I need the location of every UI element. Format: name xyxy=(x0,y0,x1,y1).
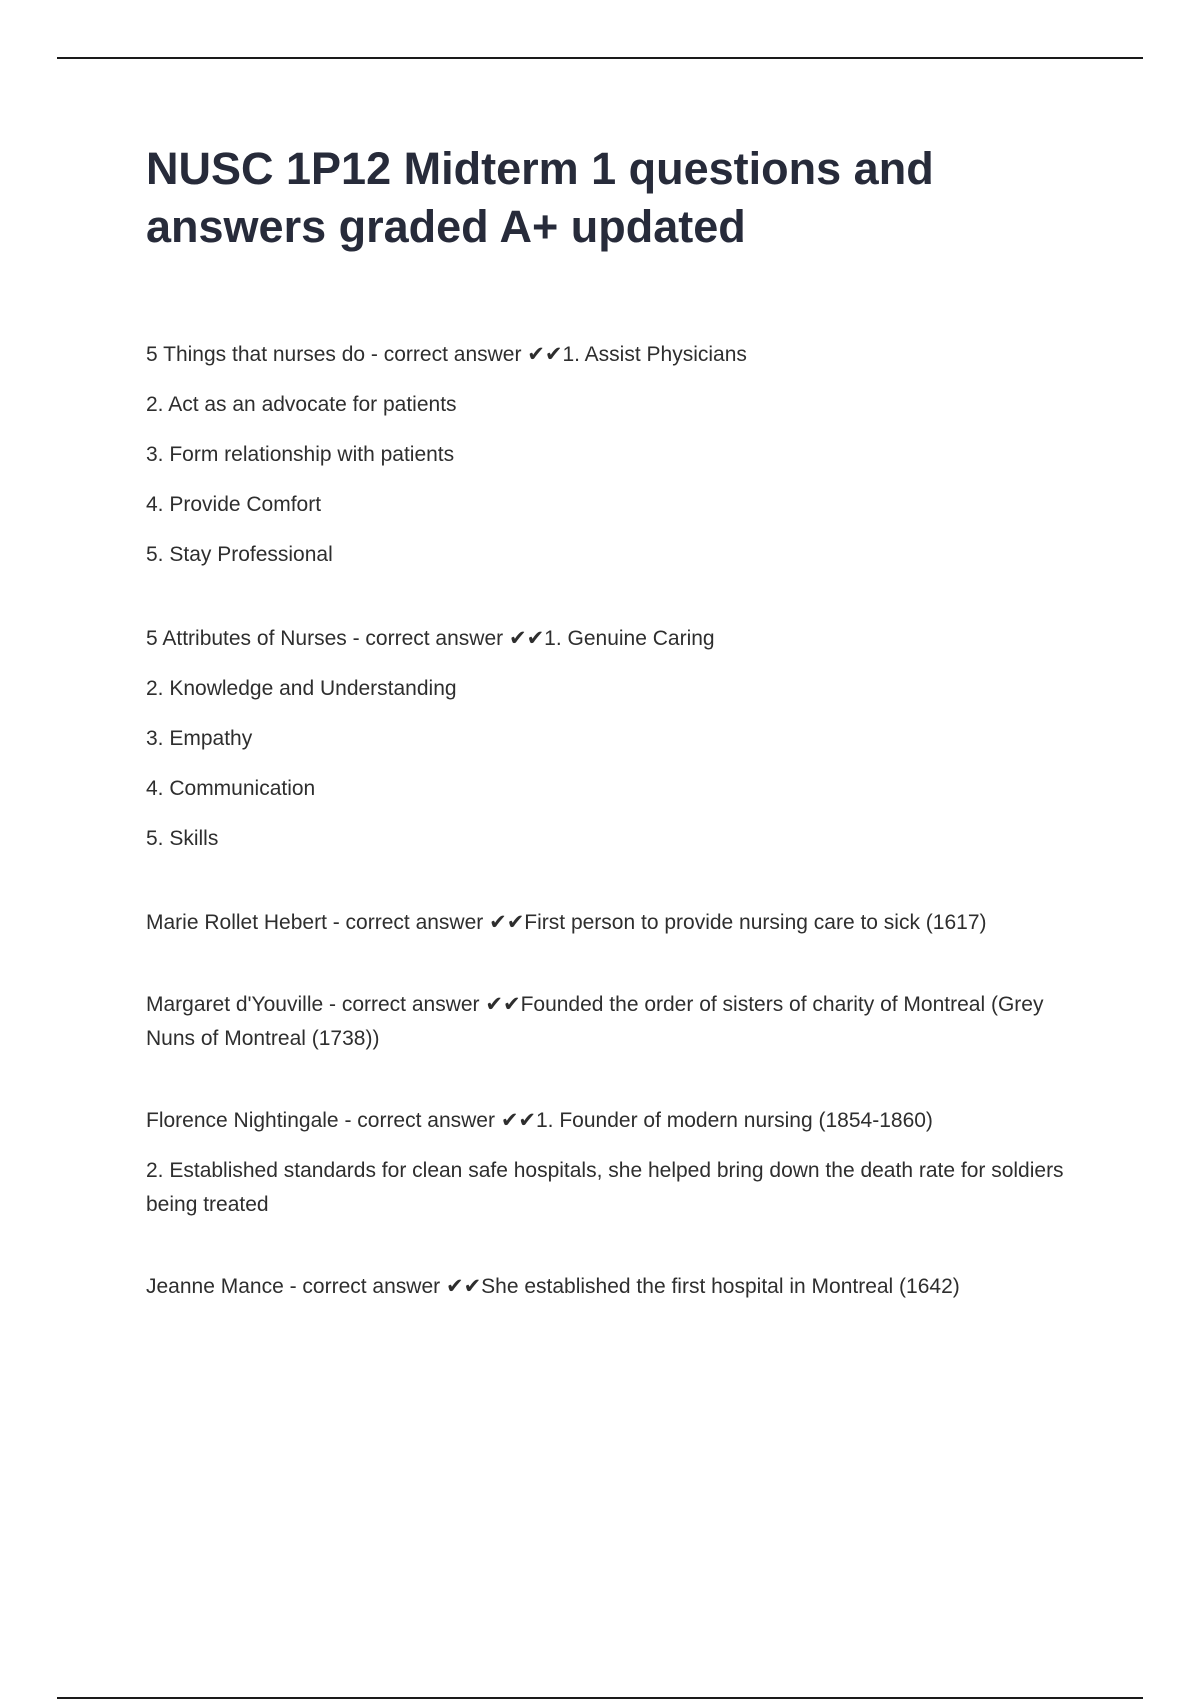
qa-item-nurse-attributes xyxy=(146,622,1086,856)
qa-line: 3. Form relationship with patients xyxy=(146,443,455,466)
qa-line: Jeanne Mance - correct answer ✔✔She established the first hospital in Montreal (1642) xyxy=(146,1275,960,1298)
qa-item-marie-rollet-hebert xyxy=(146,906,1086,940)
qa-line: 5 Attributes of Nurses - correct answer ✔✔1. Genuine Caring xyxy=(146,627,715,650)
document-title: NUSC 1P12 Midterm 1 questions and answers graded A+ updated xyxy=(146,143,934,252)
document-body xyxy=(146,140,1086,1352)
qa-line: 4. Provide Comfort xyxy=(146,493,322,516)
qa-line: 2. Knowledge and Understanding xyxy=(146,677,457,700)
qa-item-florence-nightingale xyxy=(146,1104,1086,1222)
qa-line: 5. Stay Professional xyxy=(146,543,333,566)
qa-line: Margaret d'Youville - correct answer ✔✔Founded the order of sisters of charity of Montreal (Grey Nuns of Montreal (1738)) xyxy=(146,993,1044,1050)
top-rule xyxy=(57,57,1143,59)
bottom-rule xyxy=(57,1697,1143,1699)
qa-line: Florence Nightingale - correct answer ✔✔1. Founder of modern nursing (1854-1860) xyxy=(146,1109,933,1132)
qa-item-margaret-dyouville xyxy=(146,988,1086,1056)
qa-line: 5 Things that nurses do - correct answer ✔✔1. Assist Physicians xyxy=(146,343,747,366)
qa-item-jeanne-mance xyxy=(146,1270,1086,1304)
qa-item-nurse-duties xyxy=(146,338,1086,572)
qa-line: 2. Act as an advocate for patients xyxy=(146,393,457,416)
qa-line: 4. Communication xyxy=(146,777,316,800)
qa-list xyxy=(146,338,1086,1304)
qa-line: Marie Rollet Hebert - correct answer ✔✔First person to provide nursing care to sick (1617) xyxy=(146,911,987,934)
qa-line: 3. Empathy xyxy=(146,727,253,750)
qa-line: 5. Skills xyxy=(146,827,219,850)
qa-line: 2. Established standards for clean safe hospitals, she helped bring down the death rate for soldiers being treated xyxy=(146,1159,1064,1216)
